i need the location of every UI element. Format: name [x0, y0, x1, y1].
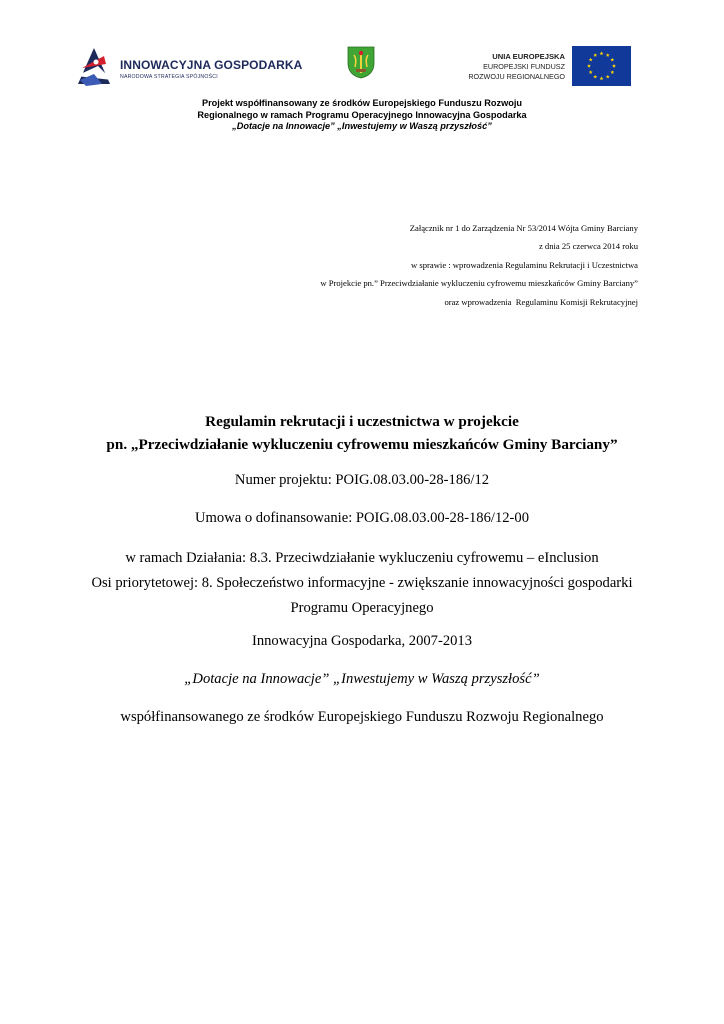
programme-line-2: Innowacyjna Gospodarka, 2007-2013: [251, 633, 473, 649]
ig-logo-subtitle: NARODOWA STRATEGIA SPÓJNOŚCI: [120, 74, 218, 80]
innowacyjna-gospodarka-mark-icon: [74, 46, 114, 88]
measure-block: [0, 546, 724, 621]
project-number: Numer projektu: POIG.08.03.00-28-186/12: [234, 472, 490, 488]
cofinancing-statement: współfinansowanego ze środków Europejskiego Funduszu Rozwoju Regionalnego: [120, 709, 604, 725]
document-title-line-2: pn. „Przeciwdziałanie wykluczeniu cyfrowemu mieszkańców Gminy Barciany”: [106, 436, 618, 453]
annex-note: [320, 219, 638, 311]
annex-line-4: w Projekcie pn.” Przeciwdziałanie wykluczeniu cyfrowemu mieszkańców Gminy Barciany”: [320, 278, 638, 289]
funding-agreement: Umowa o dofinansowanie: POIG.08.03.00-28-186/12-00: [195, 510, 529, 526]
annex-line-3: w sprawie : wprowadzenia Regulaminu Rekrutacji i Uczestnictwa: [411, 259, 638, 270]
slogan: „Dotacje na Innowacje” „Inwestujemy w Waszą przyszłość”: [184, 671, 540, 687]
measure-line: w ramach Działania: 8.3. Przeciwdziałanie wykluczeniu cyfrowemu – eInclusion: [125, 550, 599, 566]
priority-axis-line: Osi priorytetowej: 8. Społeczeństwo informacyjne - zwiększanie innowacyjności gospodarki: [91, 575, 633, 591]
project-banner: [0, 98, 724, 133]
ig-logo-title: INNOWACYJNA GOSPODARKA: [120, 58, 303, 72]
document-title-line-1: Regulamin rekrutacji i uczestnictwa w projekcie: [205, 413, 519, 430]
annex-line-2: z dnia 25 czerwca 2014 roku: [538, 241, 638, 252]
banner-line-2: Regionalnego w ramach Programu Operacyjnego Innowacyjna Gospodarka: [197, 109, 527, 120]
banner-line-3: „Dotacje na Innowacje” „Inwestujemy w Waszą przyszłość”: [232, 121, 492, 131]
eu-logo-line-3: ROZWOJU REGIONALNEGO: [468, 72, 565, 81]
banner-line-1: Projekt współfinansowany ze środków Europejskiego Funduszu Rozwoju: [201, 98, 523, 108]
annex-line-5: oraz wprowadzenia Regulaminu Komisji Rekrutacyjnej: [444, 296, 638, 307]
annex-line-1: Załącznik nr 1 do Zarządzenia Nr 53/2014 Wójta Gminy Barciany: [409, 223, 638, 233]
programme-line-1: Programu Operacyjnego: [290, 600, 434, 616]
eu-flag-icon: [572, 46, 631, 86]
eu-logo-line-1: UNIA EUROPEJSKA: [492, 52, 565, 61]
eu-logo-text: [468, 52, 565, 82]
eu-logo-line-2: EUROPEJSKI FUNDUSZ: [483, 62, 565, 71]
innowacyjna-gospodarka-logo: [74, 46, 303, 88]
gmina-barciany-crest-icon: [346, 45, 376, 79]
document-title: [0, 410, 724, 456]
